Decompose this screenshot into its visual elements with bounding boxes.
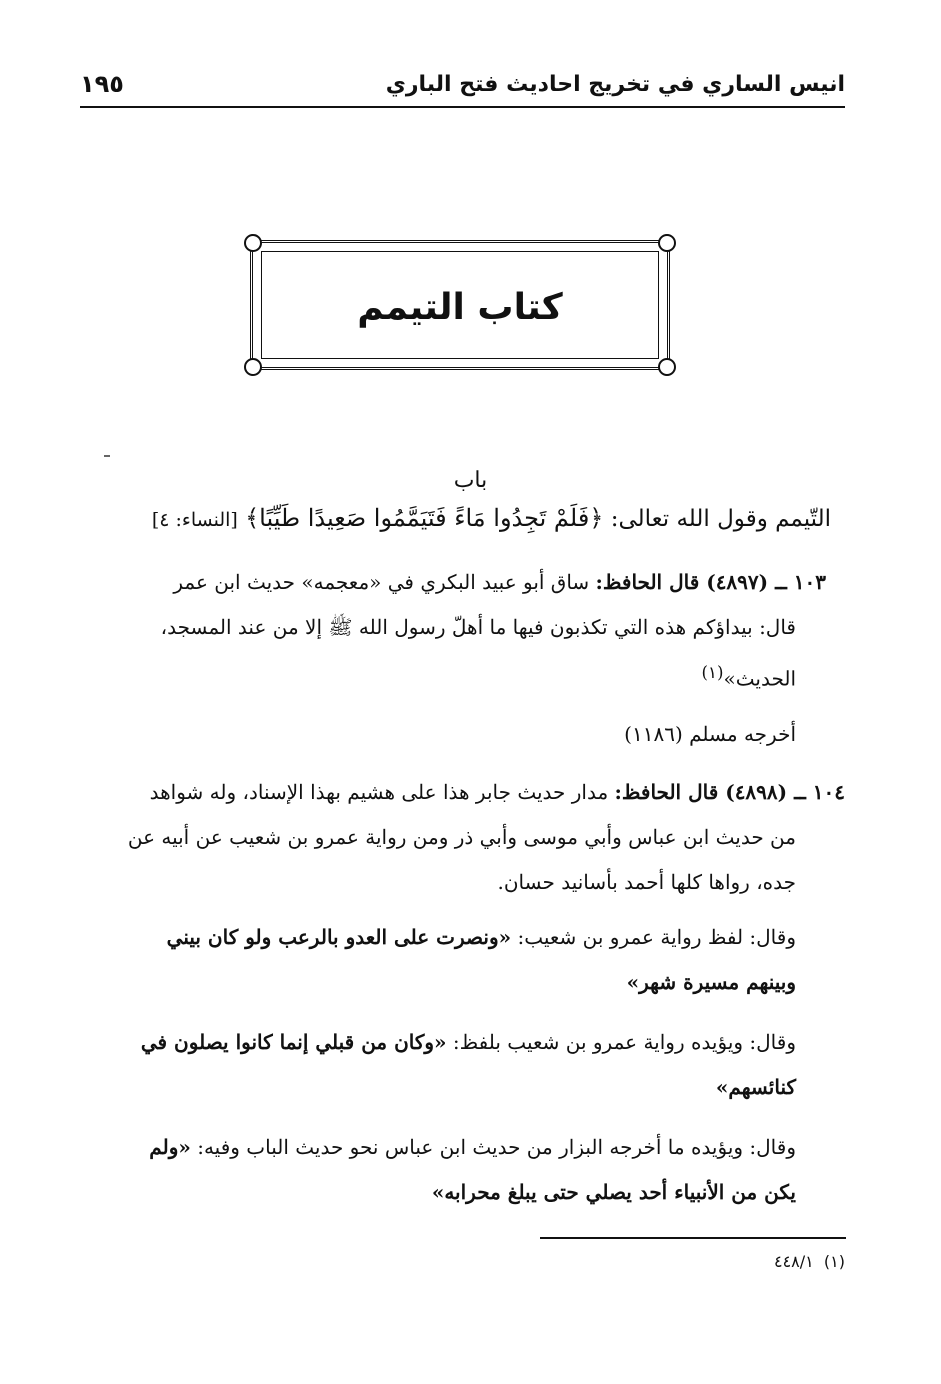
entry-number: ١٠٤ ــ (٤٨٩٨) قال الحافظ: bbox=[614, 780, 845, 804]
quote-intro: وقال: ويؤيده رواية عمرو بن شعيب بلفظ: bbox=[452, 1030, 796, 1054]
entry-103-line-1 bbox=[80, 560, 826, 605]
bab-title-prefix: التّيمم وقول الله تعالى: bbox=[610, 506, 831, 532]
entry-text: مدار حديث جابر هذا على هشيم بهذا الإسناد، وله شواهد bbox=[149, 780, 609, 804]
quote-text: وبينهم مسيرة شهر» bbox=[626, 970, 796, 994]
quote-paragraph bbox=[80, 1125, 796, 1215]
entry-text: الحديث» bbox=[723, 666, 796, 691]
quote-paragraph bbox=[80, 915, 796, 1005]
frame-corner-ornament bbox=[658, 358, 676, 376]
quote-paragraph bbox=[80, 1020, 796, 1110]
quote-intro: وقال: لفظ رواية عمرو بن شعيب: bbox=[517, 925, 796, 949]
frame-corner-ornament bbox=[244, 234, 262, 252]
entry-103-continuation bbox=[80, 605, 796, 702]
quran-verse: ﴿فَلَمْ تَجِدُوا مَاءً فَتَيَمَّمُوا صَعِيدًا طَيِّبًا﴾ bbox=[245, 504, 604, 532]
quote-intro: وقال: ويؤيده ما أخرجه البزار من حديث ابن عباس نحو حديث الباب وفيه: bbox=[197, 1135, 796, 1159]
entry-text: من حديث ابن عباس وأبي موسى وأبي ذر ومن رواية عمرو بن شعيب عن أبيه عن bbox=[127, 825, 796, 849]
entry-104-line-1 bbox=[80, 770, 845, 815]
frame-corner-ornament bbox=[244, 358, 262, 376]
chapter-title: كتاب التيمم bbox=[357, 287, 563, 328]
entry-number: ١٠٣ ــ (٤٨٩٧) قال الحافظ: bbox=[595, 570, 826, 594]
stray-mark bbox=[104, 455, 110, 457]
entry-text: ساق أبو عبيد البكري في «معجمه» حديث ابن عمر bbox=[173, 570, 590, 594]
footnote-mark: (١) bbox=[823, 1252, 845, 1271]
quote-text: «ونصرت على العدو بالرعب ولو كان بيني bbox=[166, 925, 512, 949]
quote-text: «وكان من قبلي إنما كانوا يصلون في bbox=[140, 1030, 447, 1054]
frame-corner-ornament bbox=[658, 234, 676, 252]
entry-text: جده، رواها كلها أحمد بأسانيد حسان. bbox=[497, 870, 796, 894]
chapter-title-frame bbox=[250, 240, 670, 370]
verse-reference: [النساء: ٤] bbox=[151, 509, 238, 531]
bab-label: باب bbox=[453, 468, 488, 493]
bab-heading bbox=[90, 504, 831, 532]
footnote-text: ٤٤٨/١ bbox=[773, 1252, 814, 1271]
quote-text: كنائسهم» bbox=[715, 1075, 796, 1099]
page-header bbox=[80, 70, 845, 108]
book-title: انيس الساري في تخريج احاديث فتح الباري bbox=[385, 72, 845, 97]
quote-text: «ولم bbox=[149, 1135, 191, 1159]
footnote-marker: (١) bbox=[701, 663, 724, 682]
page-number: ١٩٥ bbox=[80, 70, 124, 98]
footnote bbox=[774, 1252, 845, 1271]
quote-text: يكن من الأنبياء أحد يصلي حتى يبلغ محرابه» bbox=[431, 1180, 796, 1204]
takhrij: أخرجه مسلم (١١٨٦) bbox=[624, 722, 796, 746]
entry-text: قال: بيداؤكم هذه التي تكذبون فيها ما أهلّ رسول الله ﷺ إلا من عند المسجد، bbox=[160, 615, 796, 639]
footnote-divider bbox=[540, 1237, 846, 1239]
entry-104-continuation bbox=[80, 815, 796, 905]
